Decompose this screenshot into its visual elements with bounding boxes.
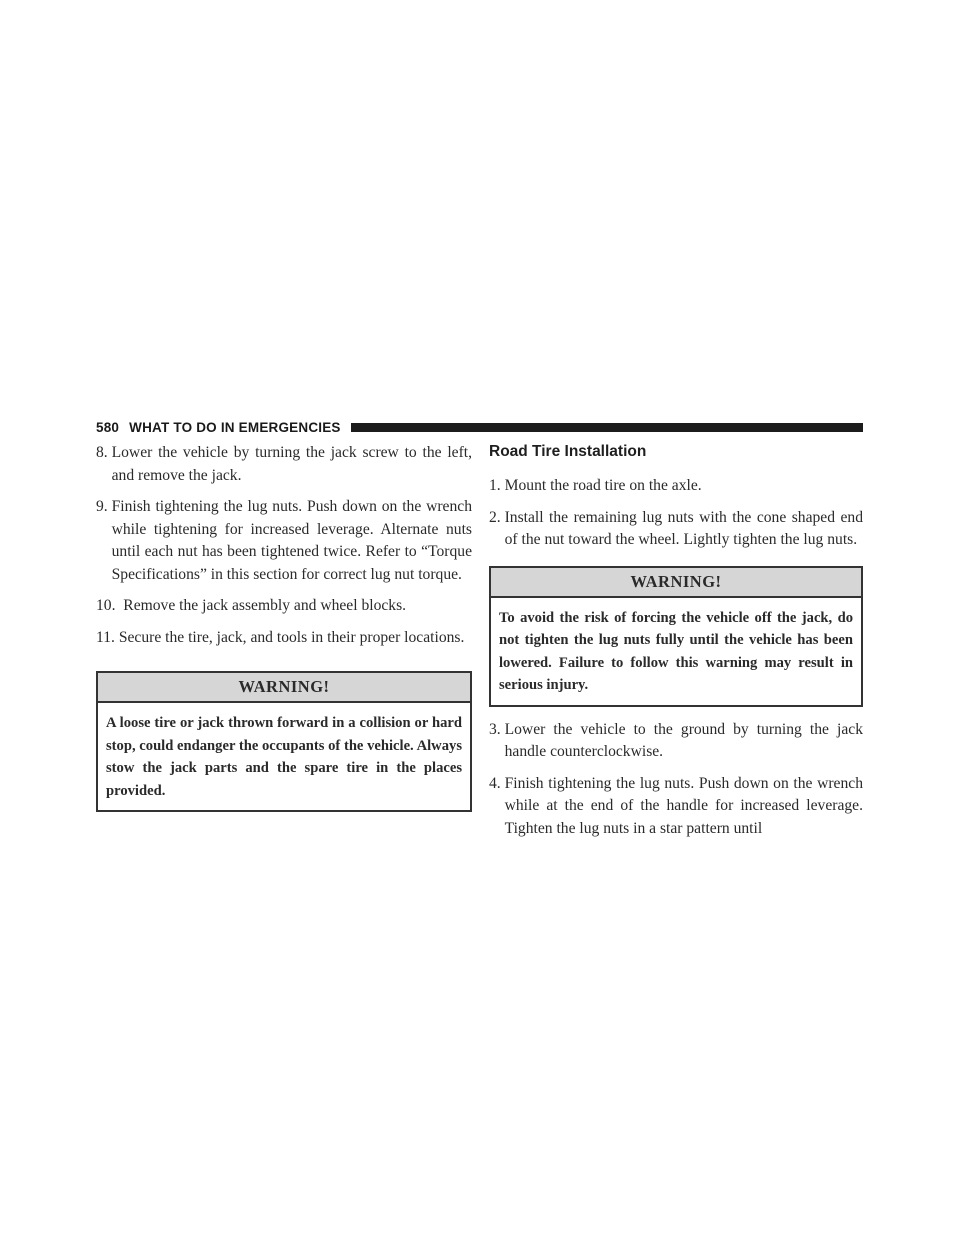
step-number: 10. [96,597,116,614]
warning-title: WARNING! [98,673,470,703]
section-title: WHAT TO DO IN EMERGENCIES [129,419,341,435]
step-number: 3. [489,720,501,738]
right-column [489,442,863,849]
step-text: Finish tightening the lug nuts. Push down on the wrench while at the end of the handle for increased leverage. Tighten the lug nuts in a star pattern until [504,774,863,837]
left-column [96,442,472,824]
step-9 [96,496,472,586]
section-heading: Road Tire Installation [489,443,647,460]
page-number: 580 [96,419,120,435]
warning-box [489,566,863,707]
step-text: Mount the road tire on the axle. [504,477,702,494]
step-number: 4. [489,774,501,792]
step-2 [489,507,863,552]
step-3 [489,719,863,764]
step-number: 2. [489,508,501,526]
step-number: 11. [96,628,115,646]
step-8 [96,442,472,487]
step-number: 9. [96,498,108,515]
header-rule [351,423,863,432]
warning-box [96,671,472,812]
step-number: 8. [96,444,108,461]
step-number: 1. [489,477,501,494]
step-4 [489,773,863,841]
warning-text: To avoid the risk of forcing the vehicle off the jack, do not tighten the lug nuts fully until the vehicle has been lowered. Failure to follow this warning may result in serious injury. [499,609,853,693]
step-text: Lower the vehicle to the ground by turning the jack handle counterclockwise. [504,720,863,760]
step-1 [489,475,863,498]
step-text: Secure the tire, jack, and tools in their proper locations. [118,628,465,646]
warning-text: A loose tire or jack thrown forward in a collision or hard stop, could endanger the occupants of the vehicle. Always stow the jack parts and the spare tire in the places provided. [106,715,462,799]
warning-title: WARNING! [491,568,861,598]
step-text: Install the remaining lug nuts with the cone shaped end of the nut toward the wheel. Lightly tighten the lug nuts. [504,508,863,548]
step-text: Remove the jack assembly and wheel blocks. [123,597,407,614]
page-header [96,418,863,436]
step-10 [96,595,472,618]
step-text: Finish tightening the lug nuts. Push down on the wrench while tightening for increased leverage. Alternate nuts until each nut has been tightened twice. Refer to “Torque Specifications” in this section for correct lug nut torque. [111,498,472,583]
step-text: Lower the vehicle by turning the jack screw to the left, and remove the jack. [111,444,472,484]
step-11 [96,627,472,650]
